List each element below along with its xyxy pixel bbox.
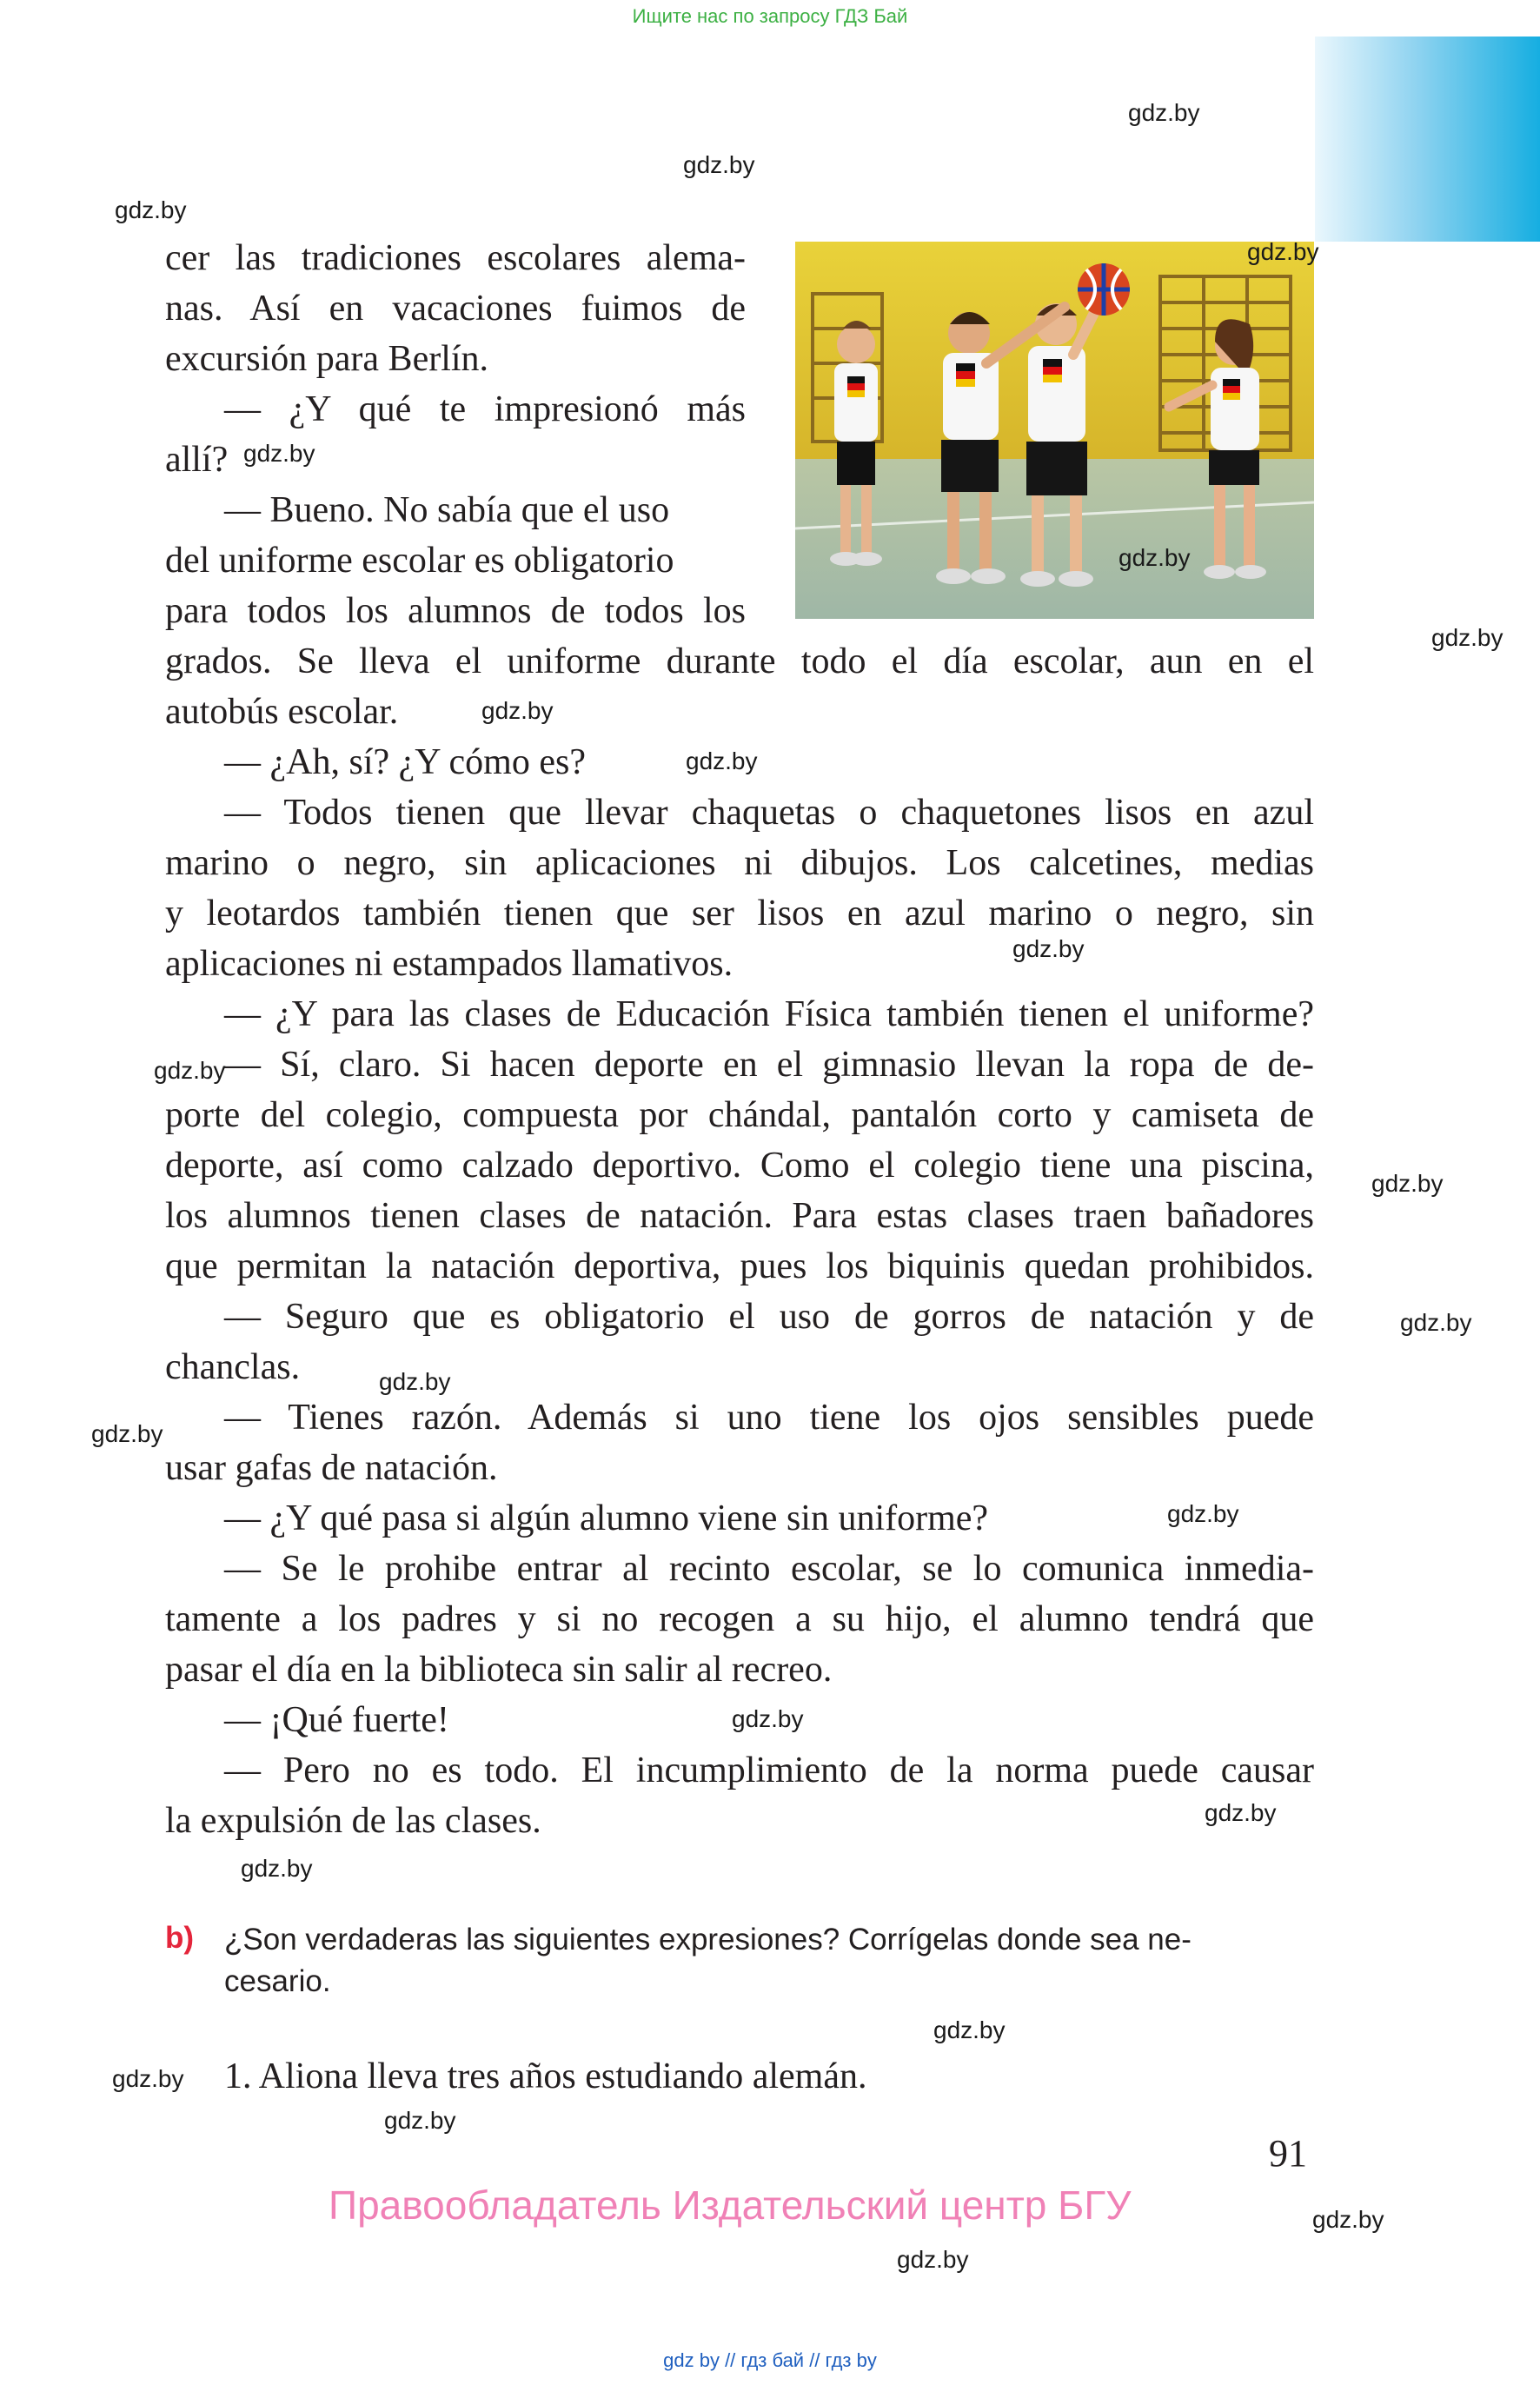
- footer-links[interactable]: gdz by // гдз бай // гдз by: [663, 2349, 877, 2371]
- watermark: gdz.by: [243, 440, 315, 467]
- watermark: gdz.by: [732, 1705, 804, 1732]
- exercise-instruction-cont: cesario.: [224, 1964, 331, 1998]
- text-line: — Se le prohibe entrar al recinto escolar, se lo comunica inmedia-: [224, 1549, 1314, 1589]
- watermark: gdz.by: [1167, 1500, 1239, 1527]
- text-line: allí?: [165, 440, 229, 480]
- text-line: — ¡Qué fuerte!: [224, 1700, 449, 1740]
- text-line: chanclas.: [165, 1347, 301, 1387]
- text-line: y leotardos también tienen que ser lisos en azul marino o negro, sin: [165, 894, 1314, 933]
- text-line: marino o negro, sin aplicaciones ni dibujos. Los calcetines, medias: [165, 843, 1314, 883]
- text-line: porte del colegio, compuesta por chándal, pantalón corto y camiseta de: [165, 1095, 1314, 1135]
- corner-color-block: [1315, 37, 1540, 242]
- watermark: gdz.by: [241, 1855, 313, 1882]
- text-line: — ¿Y qué te impresionó más: [224, 389, 746, 429]
- text-line: excursión para Berlín.: [165, 339, 489, 379]
- watermark: gdz.by: [154, 1057, 226, 1084]
- exercise-label: b): [165, 1921, 195, 1955]
- text-line: — ¿Y qué pasa si algún alumno viene sin uniforme?: [224, 1498, 989, 1538]
- basketball-photo-illustration: [795, 242, 1314, 619]
- text-line: — Bueno. No sabía que el uso: [224, 490, 670, 530]
- watermark: gdz.by: [1118, 544, 1191, 571]
- watermark: gdz.by: [1128, 99, 1200, 126]
- watermark: gdz.by: [115, 196, 187, 223]
- watermark: gdz.by: [1312, 2206, 1384, 2233]
- watermark: gdz.by: [1247, 238, 1319, 265]
- watermark: gdz.by: [1012, 935, 1085, 962]
- text-line: grados. Se lleva el uniforme durante todo el día escolar, aun en el: [165, 641, 1314, 681]
- text-line: autobús escolar.: [165, 692, 399, 732]
- watermark: gdz.by: [379, 1368, 451, 1395]
- text-line: usar gafas de natación.: [165, 1448, 498, 1488]
- watermark: gdz.by: [897, 2246, 969, 2273]
- text-line: — ¿Y para las clases de Educación Física también tienen el uniforme?: [224, 994, 1314, 1034]
- watermark: gdz.by: [1205, 1799, 1277, 1826]
- watermark: gdz.by: [384, 2107, 456, 2134]
- exercise-item: 1. Aliona lleva tres años estudiando alemán.: [224, 2056, 867, 2096]
- watermark: gdz.by: [683, 151, 755, 178]
- top-banner[interactable]: Ищите нас по запросу ГДЗ Бай: [632, 5, 908, 27]
- basketball-photo: [795, 242, 1314, 619]
- rights-holder: Правообладатель Издательский центр БГУ: [329, 2182, 1132, 2228]
- text-line: del uniforme escolar es obligatorio: [165, 541, 674, 581]
- exercise-instruction: ¿Son verdaderas las siguientes expresiones? Corrígelas donde sea ne-: [224, 1923, 1192, 1956]
- page-number: 91: [1269, 2132, 1307, 2175]
- text-line: — Pero no es todo. El incumplimiento de la norma puede causar: [224, 1751, 1314, 1790]
- text-line: — Seguro que es obligatorio el uso de gorros de natación y de: [224, 1297, 1314, 1337]
- text-line: la expulsión de las clases.: [165, 1801, 541, 1841]
- watermark: gdz.by: [112, 2065, 184, 2092]
- text-line: cer las tradiciones escolares alema-: [165, 238, 746, 278]
- watermark: gdz.by: [686, 747, 758, 774]
- watermark: gdz.by: [1371, 1170, 1444, 1197]
- watermark: gdz.by: [1431, 624, 1503, 651]
- text-line: — Tienes razón. Además si uno tiene los ojos sensibles puede: [224, 1398, 1314, 1438]
- text-line: tamente a los padres y si no recogen a su hijo, el alumno tendrá que: [165, 1599, 1314, 1639]
- text-line: — Sí, claro. Si hacen deporte en el gimnasio llevan la ropa de de-: [224, 1045, 1314, 1085]
- text-line: deporte, así como calzado deportivo. Como el colegio tiene una piscina,: [165, 1146, 1314, 1186]
- text-line: pasar el día en la biblioteca sin salir al recreo.: [165, 1650, 833, 1690]
- text-line: nas. Así en vacaciones fuimos de: [165, 289, 746, 329]
- text-line: — Todos tienen que llevar chaquetas o chaquetones lisos en azul: [224, 793, 1314, 833]
- watermark: gdz.by: [91, 1420, 163, 1447]
- text-line: los alumnos tienen clases de natación. Para estas clases traen bañadores: [165, 1196, 1314, 1236]
- text-line: que permitan la natación deportiva, pues los biquinis quedan prohibidos.: [165, 1246, 1314, 1286]
- watermark: gdz.by: [481, 697, 554, 724]
- text-line: — ¿Ah, sí? ¿Y cómo es?: [224, 742, 586, 782]
- watermark: gdz.by: [1400, 1309, 1472, 1336]
- text-line: aplicaciones ni estampados llamativos.: [165, 944, 733, 984]
- watermark: gdz.by: [933, 2016, 1006, 2043]
- text-line: para todos los alumnos de todos los: [165, 591, 746, 631]
